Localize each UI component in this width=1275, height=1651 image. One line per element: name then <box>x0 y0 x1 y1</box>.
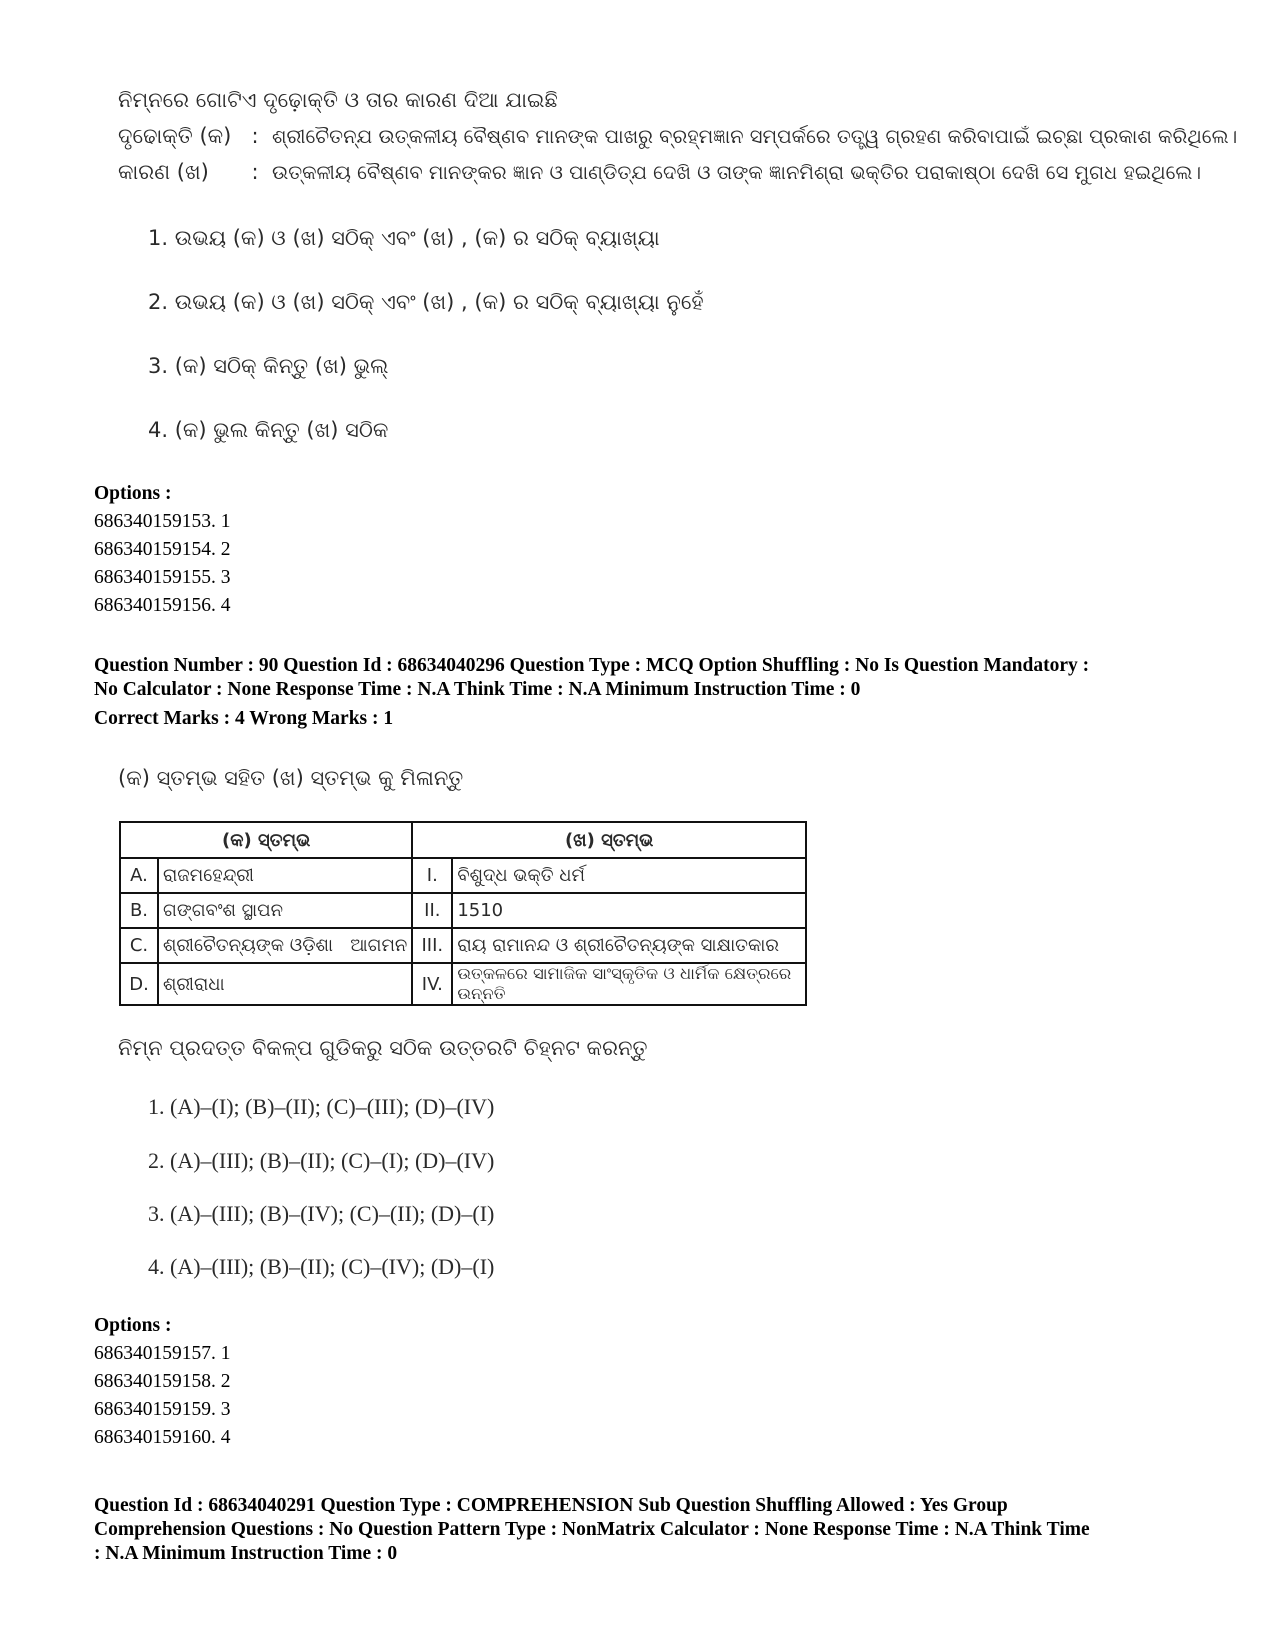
q90-meta-line1: Question Number : 90 Question Id : 68634040296 Question Type : MCQ Option Shuffling : No Is Question Mandatory : <box>94 655 1090 676</box>
table-row <box>120 893 806 928</box>
row-left: ଶ୍ରୀଚୈତନ୍ୟଙ୍କ ଓଡ଼ିଶା ଆଗମନ <box>158 928 412 963</box>
row-letter: C. <box>120 928 158 963</box>
q89-option-3: 686340159155. 3 <box>94 567 231 588</box>
table-row <box>120 963 806 1005</box>
table-row <box>120 928 806 963</box>
q90-prompt: (କ) ସ୍ତମ୍ଭ ସହିତ (ଖ) ସ୍ତମ୍ଭ କୁ ମିଳାନ୍ତୁ <box>118 766 464 790</box>
row-letter: B. <box>120 893 158 928</box>
comprehension-meta-line1: Question Id : 68634040291 Question Type : COMPREHENSION Sub Question Shuffling Allowed : Yes Group <box>94 1495 1008 1516</box>
q89-option-2: 686340159154. 2 <box>94 539 231 560</box>
reason-label: କାରଣ (ଖ) <box>118 160 209 184</box>
match-table-header <box>120 822 806 858</box>
row-roman: III. <box>412 928 452 963</box>
q89-assertion <box>118 124 1237 149</box>
row-left: ଶ୍ରୀରାଧା <box>158 963 412 1005</box>
q90-choice-2: 2. (A)–(III); (B)–(II); (C)–(I); (D)–(IV) <box>148 1148 495 1173</box>
q89-intro: ନିମ୍ନରେ ଗୋଟିଏ ଦୃଢ଼ୋକ୍ତି ଓ ତାର କାରଣ ଦିଆ ଯାଇଛି <box>118 88 558 112</box>
q90-marks: Correct Marks : 4 Wrong Marks : 1 <box>94 708 394 729</box>
q90-choice-3: 3. (A)–(III); (B)–(IV); (C)–(II); (D)–(I) <box>148 1201 495 1226</box>
match-table <box>119 821 807 1006</box>
row-right: 1510 <box>452 893 806 928</box>
assertion-label: ଦୃଢୋକ୍ତି (କ) <box>118 124 232 148</box>
header-column-b: (ଖ) ସ୍ତମ୍ଭ <box>412 822 806 858</box>
q90-option-2: 686340159158. 2 <box>94 1371 231 1392</box>
row-left: ରାଜମହେନ୍ଦ୍ରୀ <box>158 858 412 893</box>
comprehension-meta-line3: : N.A Minimum Instruction Time : 0 <box>94 1543 398 1564</box>
q90-option-4: 686340159160. 4 <box>94 1427 231 1448</box>
q90-option-3: 686340159159. 3 <box>94 1399 231 1420</box>
q89-choice-4: 4. (କ) ଭୁଲ କିନ୍ତୁ (ଖ) ସଠିକ <box>148 418 389 442</box>
q90-options-heading: Options : <box>94 1315 172 1336</box>
q90-choice-1: 1. (A)–(I); (B)–(II); (C)–(III); (D)–(IV) <box>148 1094 495 1119</box>
q90-instruction: ନିମ୍ନ ପ୍ରଦତ୍ତ ବିକଳ୍ପ ଗୁଡିକରୁ ସଠିକ ଉତ୍ତରଟି ଚିହ୍ନଟ କରନ୍ତୁ <box>118 1036 648 1060</box>
row-right: ବିଶୁଦ୍ଧ ଭକ୍ତି ଧର୍ମ <box>452 858 806 893</box>
assertion-text: ଶ୍ରୀଚୈତନ୍ଯ ଉତ୍କଳୀୟ ବୈଷ୍ଣବ ମାନଙ୍କ ପାଖରୁ ବ୍ରହ୍ମଜ୍ଞାନ ସମ୍ପର୍କରେ ତତ୍ତ୍ୱ ଗ୍ରହଣ କରିବାପାଇଁ ଇଚ୍ଛା ପ୍ରକାଶ କରିଥିଲେ। <box>272 125 1238 148</box>
row-right: ଉତ୍କଳରେ ସାମାଜିକ ସାଂସ୍କୃତିକ ଓ ଧାର୍ମିକ କ୍ଷେତ୍ରରେ ଉନ୍ନତି <box>452 963 806 1005</box>
row-letter: D. <box>120 963 158 1005</box>
q90-choice-4: 4. (A)–(III); (B)–(II); (C)–(IV); (D)–(I) <box>148 1254 495 1279</box>
q89-choice-3: 3. (କ) ସଠିକ୍ କିନ୍ତୁ (ଖ) ଭୁଲ୍ <box>148 354 389 378</box>
reason-text: ଉତ୍କଳୀୟ ବୈଷ୍ଣବ ମାନଙ୍କର ଜ୍ଞାନ ଓ ପାଣ୍ଡିତ୍ଯ ଦେଖି ଓ ତାଙ୍କ ଜ୍ଞାନମିଶ୍ରା ଭକ୍ତିର ପରାକାଷ୍ଠା ଦେଖି ସେ ମୁଗଧ ହଇଥିଲେ। <box>272 161 1202 184</box>
row-roman: I. <box>412 858 452 893</box>
q89-choice-1: 1. ଉଭୟ (କ) ଓ (ଖ) ସଠିକ୍ ଏବଂ (ଖ) , (କ) ର ସଠିକ୍ ବ୍ୟାଖ୍ୟା <box>148 226 660 250</box>
assertion-colon: : <box>251 124 259 148</box>
table-row <box>120 858 806 893</box>
row-right: ରାୟ ରାମାନନ୍ଦ ଓ ଶ୍ରୀଚୈତନ୍ୟଙ୍କ ସାକ୍ଷାତକାର <box>452 928 806 963</box>
row-roman: II. <box>412 893 452 928</box>
q89-reason <box>118 160 1201 185</box>
q89-options-heading: Options : <box>94 483 172 504</box>
reason-colon: : <box>251 160 259 184</box>
comprehension-meta-line2: Comprehension Questions : No Question Pattern Type : NonMatrix Calculator : None Response Time : N.A Think Time <box>94 1519 1090 1540</box>
header-column-a: (କ) ସ୍ତମ୍ଭ <box>120 822 412 858</box>
row-left: ଗଙ୍ଗବଂଶ ସ୍ଥାପନ <box>158 893 412 928</box>
q90-meta-line2: No Calculator : None Response Time : N.A Think Time : N.A Minimum Instruction Time : 0 <box>94 679 861 700</box>
q89-option-1: 686340159153. 1 <box>94 511 231 532</box>
row-roman: IV. <box>412 963 452 1005</box>
q89-choice-2: 2. ଉଭୟ (କ) ଓ (ଖ) ସଠିକ୍ ଏବଂ (ଖ) , (କ) ର ସଠିକ୍ ବ୍ୟାଖ୍ୟା ନୁହେଁ <box>148 290 704 314</box>
q89-option-4: 686340159156. 4 <box>94 595 231 616</box>
q90-option-1: 686340159157. 1 <box>94 1343 231 1364</box>
row-letter: A. <box>120 858 158 893</box>
